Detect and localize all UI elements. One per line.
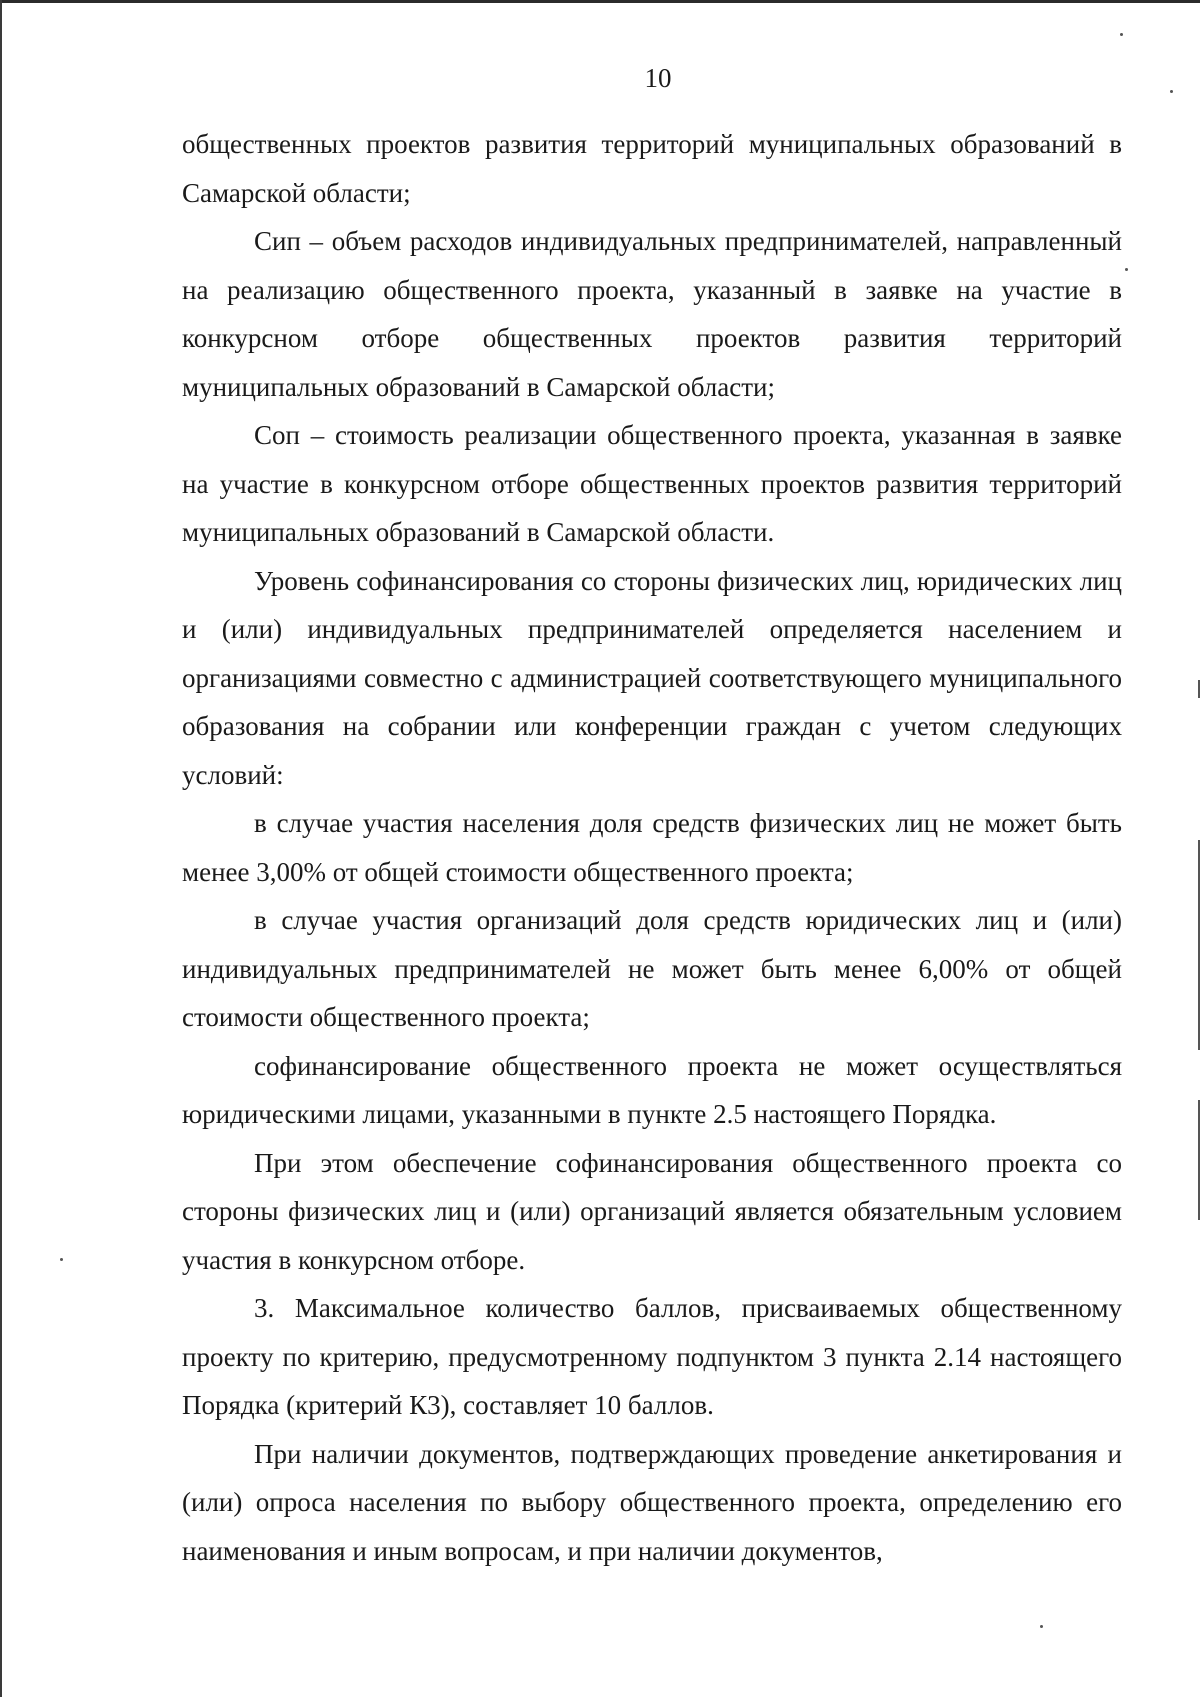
scan-speck — [60, 1258, 63, 1261]
paragraph-continuation: общественных проектов развития территорий муниципальных образований в Самарской области; — [182, 129, 1122, 208]
paragraph-cofinancing-level: Уровень софинансирования со стороны физических лиц, юридических лиц и (или) индивидуальных предпринимателей определяется населением и организациями совместно с администрацией соответствующего муниципального образования на собрании или конференции граждан с учетом следующих условий: — [182, 565, 1122, 790]
scan-speck — [1040, 1625, 1043, 1628]
paragraph-condition-organizations: в случае участия организаций доля средств юридических лиц и (или) индивидуальных предпринимателей не может быть менее 6,00% от общей стоимости общественного проекта; — [182, 905, 1122, 1032]
paragraph-mandatory-condition: При этом обеспечение софинансирования общественного проекта со стороны физических лиц и (или) организаций является обязательным условием участия в конкурсном отборе. — [182, 1147, 1122, 1275]
scan-top-edge — [0, 0, 1200, 3]
scan-speck — [1120, 33, 1123, 36]
paragraph-condition-population: в случае участия населения доля средств физических лиц не может быть менее 3,00% от общей стоимости общественного проекта; — [182, 808, 1122, 887]
paragraph-condition-restriction: софинансирование общественного проекта не может осуществляться юридическими лицами, указанными в пункте 2.5 настоящего Порядка. — [182, 1050, 1122, 1129]
scan-speck — [1125, 268, 1128, 271]
page-number: 10 — [644, 63, 672, 93]
scan-left-edge — [0, 0, 2, 1697]
document-body — [182, 120, 1122, 1575]
paragraph-item-3: 3. Максимальное количество баллов, присваиваемых общественному проекту по критерию, предусмотренному подпунктом 3 пункта 2.14 настоящего Порядка (критерий К3), составляет 10 баллов. — [182, 1293, 1122, 1420]
paragraph-definition-sip: Сип – объем расходов индивидуальных предпринимателей, направленный на реализацию общественного проекта, указанный в заявке на участие в конкурсном отборе общественных проектов развития территорий муниципальных образований в Самарской области; — [182, 226, 1122, 402]
paragraph-documents: При наличии документов, подтверждающих проведение анкетирования и (или) опроса населения по выбору общественного проекта, определению его наименования и иным вопросам, и при наличии документов, — [182, 1438, 1122, 1566]
paragraph-definition-sop: Соп – стоимость реализации общественного проекта, указанная в заявке на участие в конкурсном отборе общественных проектов развития территорий муниципальных образований в Самарской области. — [182, 420, 1122, 547]
